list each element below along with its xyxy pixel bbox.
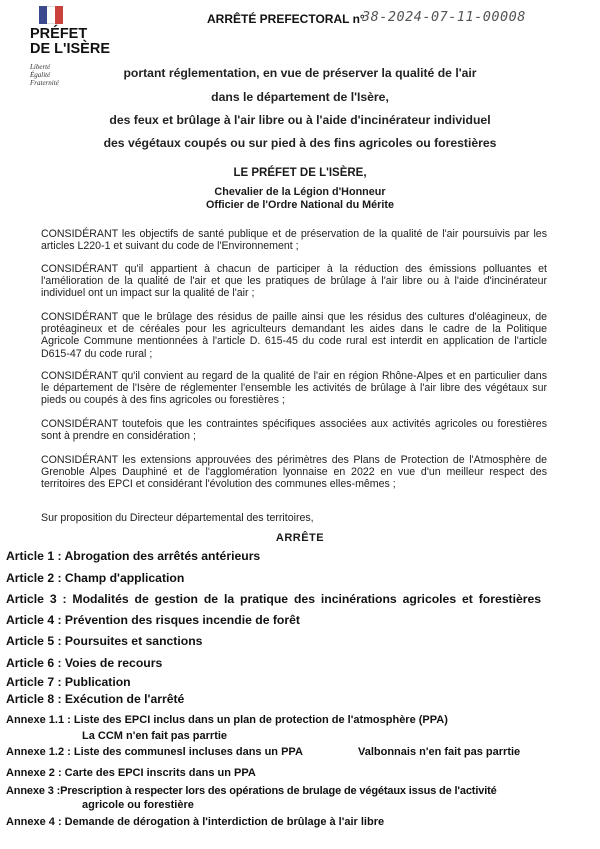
prefet-title: LE PRÉFET DE L'ISÈRE, <box>233 167 367 179</box>
subject-line-3: des feux et brûlage à l'air libre ou à l'aide d'incinérateur individuel <box>109 113 491 127</box>
considerant-2: CONSIDÉRANT qu'il appartient à chacun de participer à la réduction des émissions polluantes et l'amélioration de la qualité de l'air et que les pratiques de brûlage à l'air libre ou à l'aide d'incinérateur individuel ont un impact sur la qualité de l'air ; <box>41 263 547 300</box>
dignity-ordre-merite: Officier de l'Ordre National du Mérite <box>206 199 394 211</box>
arrete-heading: ARRÊTE <box>275 532 325 544</box>
subject-line-4: des végétaux coupés ou sur pied à des fins agricoles ou forestières <box>103 136 497 150</box>
annexe-4: Annexe 4 : Demande de dérogation à l'interdiction de brûlage à l'air libre <box>6 816 385 828</box>
proposal-line: Sur proposition du Directeur départemental des territoires, <box>41 512 314 524</box>
annexe-1-2: Annexe 1.2 : Liste des communesl incluses dans un PPA <box>6 746 303 758</box>
article-3: Article 3 : Modalités de gestion de la pratique des incinérations agricoles et forestières <box>6 592 542 606</box>
considerant-4: CONSIDÉRANT qu'il convient au regard de la qualité de l'air en région Rhône-Alpes et en particulier dans le département de l'Isère de réglementer l'ensemble les activités de brûlage à l'air libre des végétaux sur pieds ou coupés à des fins agricoles ou forestières ; <box>41 370 547 407</box>
dignity-legion-honneur: Chevalier de la Légion d'Honneur <box>214 186 386 198</box>
arrete-number: 38-2024-07-11-00008 <box>362 9 526 25</box>
subject-line-1: portant réglementation, en vue de préserver la qualité de l'air <box>123 66 477 80</box>
considerant-6: CONSIDÉRANT les extensions approuvées des périmètres des Plans de Protection de l'Atmosphère de Grenoble Alpes Dauphiné et de l'agglomération lyonnaise en 2022 en vue d'un meilleur respect des territoires des EPCI et considérant l'évolution des communes elles-mêmes ; <box>41 454 547 491</box>
considerant-3: CONSIDÉRANT que le brûlage des résidus de paille ainsi que les résidus des cultures d'oléagineux, de protéagineux et de céréales pour les agriculteurs demandant les aides dans le cadre de la Politique Agricole Commune mentionnées à l'article D. 615-45 du code rural est interdit en application de l'article D615-47 du code rural ; <box>41 311 547 360</box>
article-1: Article 1 : Abrogation des arrêtés antérieurs <box>6 549 261 563</box>
logo-prefecture-name <box>30 27 140 57</box>
considerant-5: CONSIDÉRANT toutefois que les contraintes spécifiques associées aux activités agricoles ou forestières sont à prendre en considération ; <box>41 418 547 443</box>
annexe-1-2-note: Valbonnais n'en fait pas parrtie <box>358 746 521 758</box>
motto-fraternite: Fraternité <box>30 79 59 87</box>
motto-egalite: Égalité <box>30 71 51 79</box>
marianne-flag-icon <box>39 6 63 24</box>
subject-line-2: dans le département de l'Isère, <box>211 90 389 104</box>
article-4: Article 4 : Prévention des risques incendie de forêt <box>6 613 300 627</box>
annexe-3-line-2: agricole ou forestière <box>82 799 194 811</box>
article-8: Article 8 : Exécution de l'arrêté <box>6 692 185 706</box>
article-7: Article 7 : Publication <box>6 675 131 689</box>
article-6: Article 6 : Voies de recours <box>6 656 163 670</box>
annexe-1-1-note: La CCM n'en fait pas parrtie <box>82 730 228 742</box>
motto-liberte: Liberté <box>30 63 51 71</box>
article-2: Article 2 : Champ d'application <box>6 571 185 585</box>
considerant-1: CONSIDÉRANT les objectifs de santé publique et de préservation de la qualité de l'air poursuivis par les articles L220-1 et suivant du code de l'Environnement ; <box>41 228 547 253</box>
annexe-2: Annexe 2 : Carte des EPCI inscrits dans un PPA <box>6 767 256 779</box>
annexe-1-1: Annexe 1.1 : Liste des EPCI inclus dans un plan de protection de l'atmosphère (PPA) <box>6 714 448 726</box>
article-5: Article 5 : Poursuites et sanctions <box>6 634 203 648</box>
arrete-label: ARRÊTÉ PREFECTORAL n° <box>207 12 365 26</box>
logo-name-text: PRÉFET DE L'ISÈRE <box>30 26 110 57</box>
annexe-3-line-1: Annexe 3 :Prescription à respecter lors des opérations de brulage de végétaux issus de l'activité <box>6 785 497 797</box>
